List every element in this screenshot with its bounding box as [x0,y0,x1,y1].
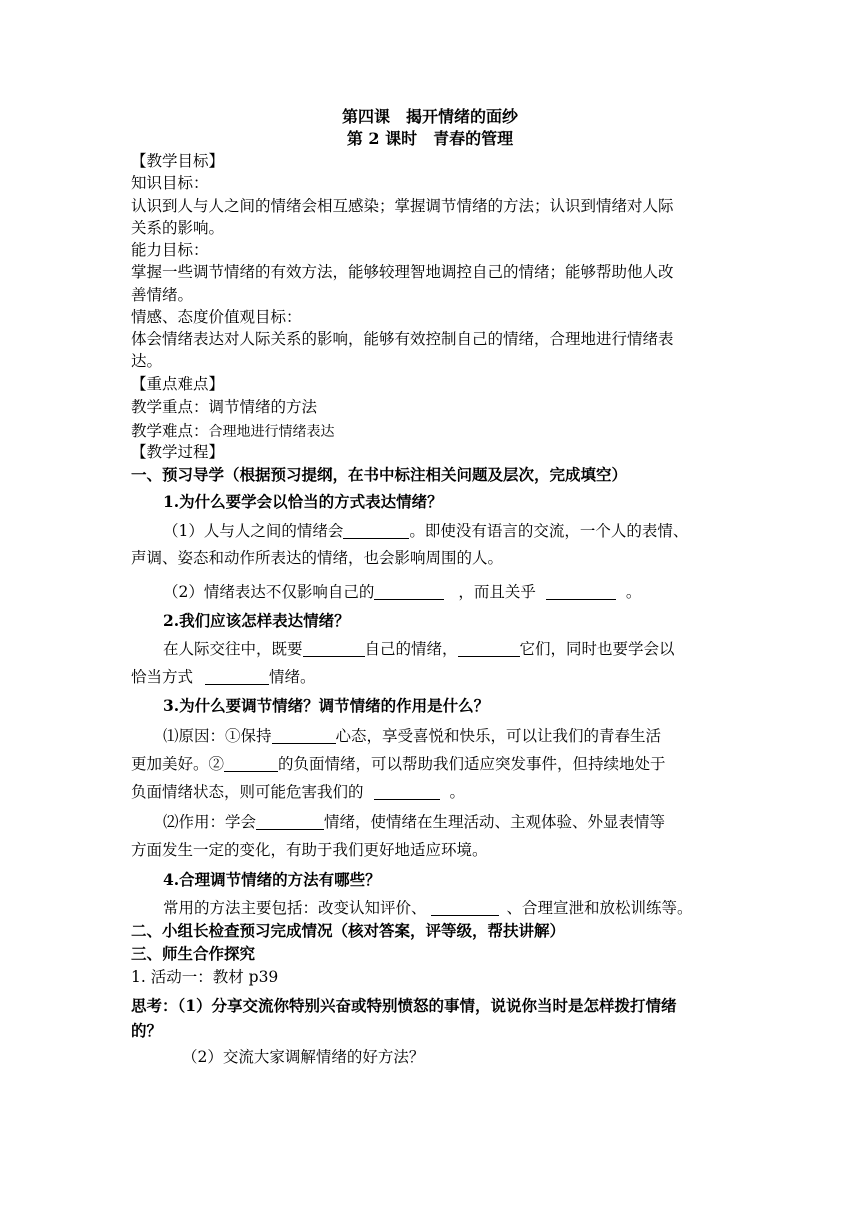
question-1: 1.为什么要学会以恰当的方式表达情绪？ [163,492,443,511]
fill-blank[interactable] [458,641,520,657]
difficulty-text: 合理地进行情绪表达 [208,424,335,440]
think-text: （1）分享交流你特别兴奋或特别愤怒的事情，说说你当时是怎样拨打情绪 [177,996,677,1015]
fill-blank[interactable] [303,641,365,657]
key-points-heading: 【重点难点】 [131,375,225,393]
ability-label: 能力目标： [131,241,209,259]
knowledge-text: 认识到人与人之间的情绪会相互感染；掌握调节情绪的方法；认识到情绪对人际 [131,197,674,215]
answer-text: 它们，同时也要学会以 [519,640,675,658]
answer-text: 的负面情绪，可以帮助我们适应突发事件，但持续地处于 [278,755,666,773]
question-4: 4.合理调节情绪的方法有哪些？ [163,870,381,889]
fill-blank[interactable] [374,784,440,800]
focus-text: 调节情绪的方法 [208,398,318,416]
answer-text: 情绪。 [269,668,316,686]
fill-blank[interactable] [224,756,278,772]
lesson-title: 第四课 揭开情绪的面纱 [341,107,518,126]
fill-blank[interactable] [272,728,336,744]
focus-label: 教学重点： [131,398,209,416]
answer-4 [163,897,693,919]
answer-text: （1）人与人之间的情绪会 [163,522,344,540]
answer-text: 负面情绪状态，则可能危害我们的 [131,783,364,801]
answer-1-2 [163,581,641,603]
answer-3-2-continued: 方面发生一定的变化，有助于我们更好地适应环境。 [131,841,488,859]
knowledge-text: 关系的影响。 [131,219,225,237]
answer-text: 、合理宣泄和放松训练等。 [506,899,693,917]
answer-text: 常用的方法主要包括：改变认知评价、 [163,899,427,917]
fill-blank[interactable] [343,523,409,539]
fill-blank[interactable] [374,584,444,600]
answer-1-1 [163,520,688,542]
part2-heading: 二、小组长检查预习完成情况（核对答案，评等级，帮扶讲解） [131,921,566,940]
knowledge-label: 知识目标： [131,174,209,192]
answer-3-2 [163,811,665,833]
answer-text: 。 [625,583,642,601]
difficulty-label: 教学难点： [131,422,209,440]
answer-text: （2）情绪表达不仅影响自己的 [163,583,375,601]
process-heading: 【教学过程】 [131,443,225,461]
answer-3-1-continued [131,753,666,775]
focus-line [131,396,317,418]
lesson-subtitle: 第 2 课时 青春的管理 [346,129,514,148]
answer-text: ⑵作用：学会 [163,813,257,831]
activity-1: 1. 活动一：教材 p39 [131,968,279,986]
answer-text: 在人际交往中，既要 [163,640,303,658]
answer-text: 。 [449,783,466,801]
question-2: 2.我们应该怎样表达情绪？ [163,611,350,630]
answer-text: 心态，享受喜悦和快乐，可以让我们的青春生活 [335,727,662,745]
think-question-1-continued: 的？ [131,1021,163,1040]
part3-heading: 三、师生合作探究 [131,944,256,963]
answer-text: 自己的情绪， [364,640,458,658]
ability-text: 掌握一些调节情绪的有效方法，能够较理智地调控自己的情绪；能够帮助他人改 [131,263,674,281]
answer-3-1 [163,725,661,747]
answer-text: 恰当方式 [131,668,194,686]
answer-text: ⑴原因：①保持 [163,727,272,745]
attitude-text: 体会情绪表达对人际关系的影响，能够有效控制自己的情绪，合理地进行情绪表 [131,330,674,348]
answer-text: 。即使没有语言的交流，一个人的表情、 [409,522,689,540]
fill-blank[interactable] [546,584,616,600]
attitude-label: 情感、态度价值观目标： [131,308,302,326]
answer-text: 情绪，使情绪在生理活动、主观体验、外显表情等 [324,813,666,831]
think-question-2: （2）交流大家调解情绪的好方法？ [182,1048,425,1066]
think-label: 思考： [131,996,178,1015]
question-3: 3.为什么要调节情绪？调节情绪的作用是什么？ [163,696,490,715]
attitude-text: 达。 [131,352,163,370]
fill-blank[interactable] [431,900,499,916]
difficulty-line [131,420,335,443]
ability-text: 善情绪。 [131,286,194,304]
answer-text: 更加美好。② [131,755,225,773]
part1-heading: 一、预习导学（根据预习提纲，在书中标注相关问题及层次，完成填空） [131,465,628,484]
answer-text: ，而且关乎 [458,583,536,601]
answer-3-1-continued [131,781,465,803]
fill-blank[interactable] [256,814,324,830]
answer-2-continued [131,666,316,688]
think-question-1 [131,995,677,1017]
objectives-heading: 【教学目标】 [131,152,225,170]
fill-blank[interactable] [205,669,269,685]
answer-2 [163,638,675,660]
answer-1-1-continued: 声调、姿态和动作所表达的情绪，也会影响周围的人。 [131,549,504,567]
